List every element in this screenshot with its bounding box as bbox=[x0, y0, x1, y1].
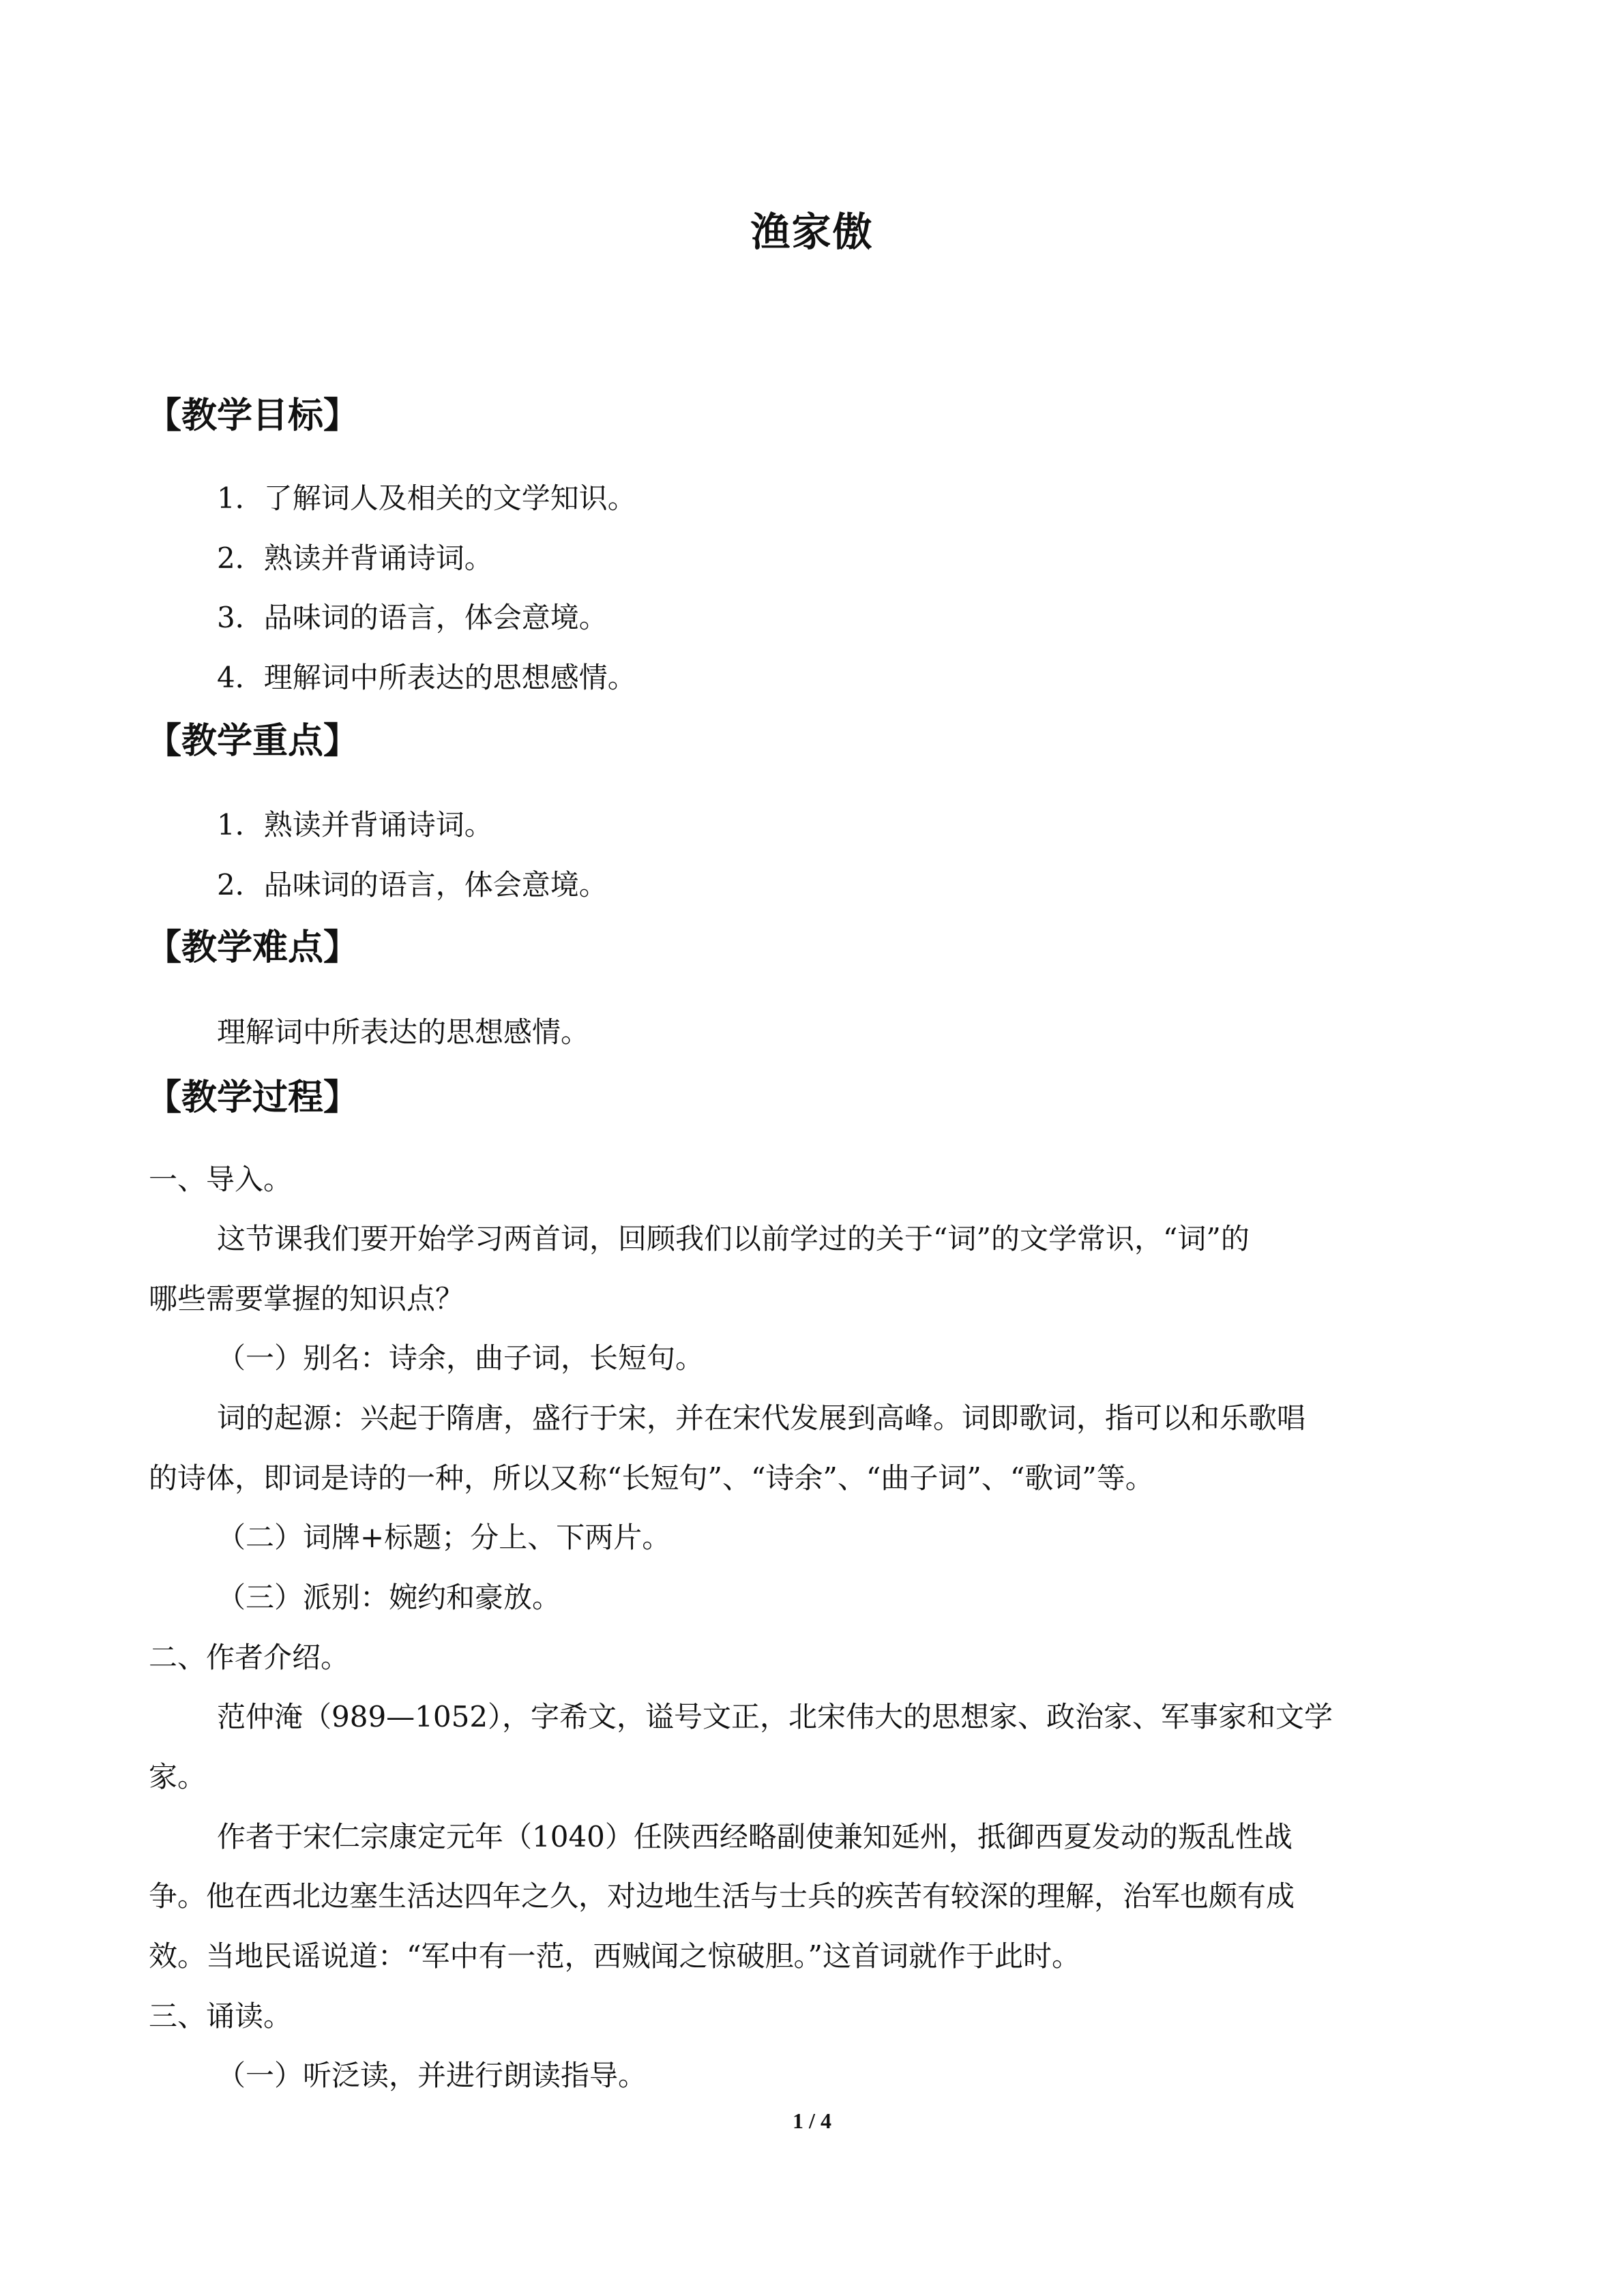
section-heading-goals: 【教学目标】 bbox=[146, 396, 359, 436]
process-paragraph: 家。 bbox=[149, 1760, 207, 1793]
process-paragraph: 效。当地民谣说道：“军中有一范，西贼闻之惊破胆。”这首词就作于此时。 bbox=[149, 1939, 1080, 1973]
process-paragraph: （三）派别：婉约和豪放。 bbox=[217, 1581, 561, 1614]
process-paragraph: 争。他在西北边塞生活达四年之久，对边地生活与士兵的疾苦有较深的理解，治军也颇有成 bbox=[149, 1879, 1295, 1913]
difficulty-text: 理解词中所表达的思想感情。 bbox=[217, 1015, 590, 1049]
process-paragraph: 范仲淹（989—1052），字希文，谥号文正，北宋伟大的思想家、政治家、军事家和文学 bbox=[217, 1700, 1333, 1733]
section-heading-key: 【教学重点】 bbox=[146, 721, 359, 762]
key-item: 2．品味词的语言，体会意境。 bbox=[217, 868, 608, 901]
process-paragraph: 哪些需要掌握的知识点？ bbox=[149, 1282, 464, 1315]
process-paragraph: 二、作者介绍。 bbox=[149, 1641, 350, 1674]
key-item: 1．熟读并背诵诗词。 bbox=[217, 808, 493, 841]
process-paragraph: 一、导入。 bbox=[149, 1163, 293, 1196]
page-number: 1 / 4 bbox=[793, 2108, 831, 2133]
page-title: 渔家傲 bbox=[750, 209, 874, 255]
process-paragraph: （一）别名：诗余，曲子词，长短句。 bbox=[217, 1341, 705, 1375]
goal-item: 1．了解词人及相关的文学知识。 bbox=[217, 481, 636, 515]
process-paragraph: 三、诵读。 bbox=[149, 1999, 293, 2033]
process-paragraph: （一）听泛读，并进行朗读指导。 bbox=[217, 2059, 647, 2092]
process-paragraph: 作者于宋仁宗康定元年（1040）任陕西经略副使兼知延州，抵御西夏发动的叛乱性战 bbox=[217, 1820, 1293, 1853]
section-heading-process: 【教学过程】 bbox=[146, 1077, 359, 1118]
process-paragraph: 的诗体，即词是诗的一种，所以又称“长短句”、“诗余”、“曲子词”、“歌词”等。 bbox=[149, 1461, 1154, 1495]
process-paragraph: 词的起源：兴起于隋唐，盛行于宋，并在宋代发展到高峰。词即歌词，指可以和乐歌唱 bbox=[217, 1401, 1306, 1435]
goal-item: 4．理解词中所表达的思想感情。 bbox=[217, 661, 636, 694]
section-heading-difficulty: 【教学难点】 bbox=[146, 927, 359, 968]
goal-item: 2．熟读并背诵诗词。 bbox=[217, 541, 493, 575]
process-paragraph: 这节课我们要开始学习两首词，回顾我们以前学过的关于“词”的文学常识，“词”的 bbox=[217, 1222, 1250, 1255]
process-paragraph: （二）词牌+标题；分上、下两片。 bbox=[217, 1521, 671, 1554]
goal-item: 3．品味词的语言，体会意境。 bbox=[217, 601, 608, 634]
